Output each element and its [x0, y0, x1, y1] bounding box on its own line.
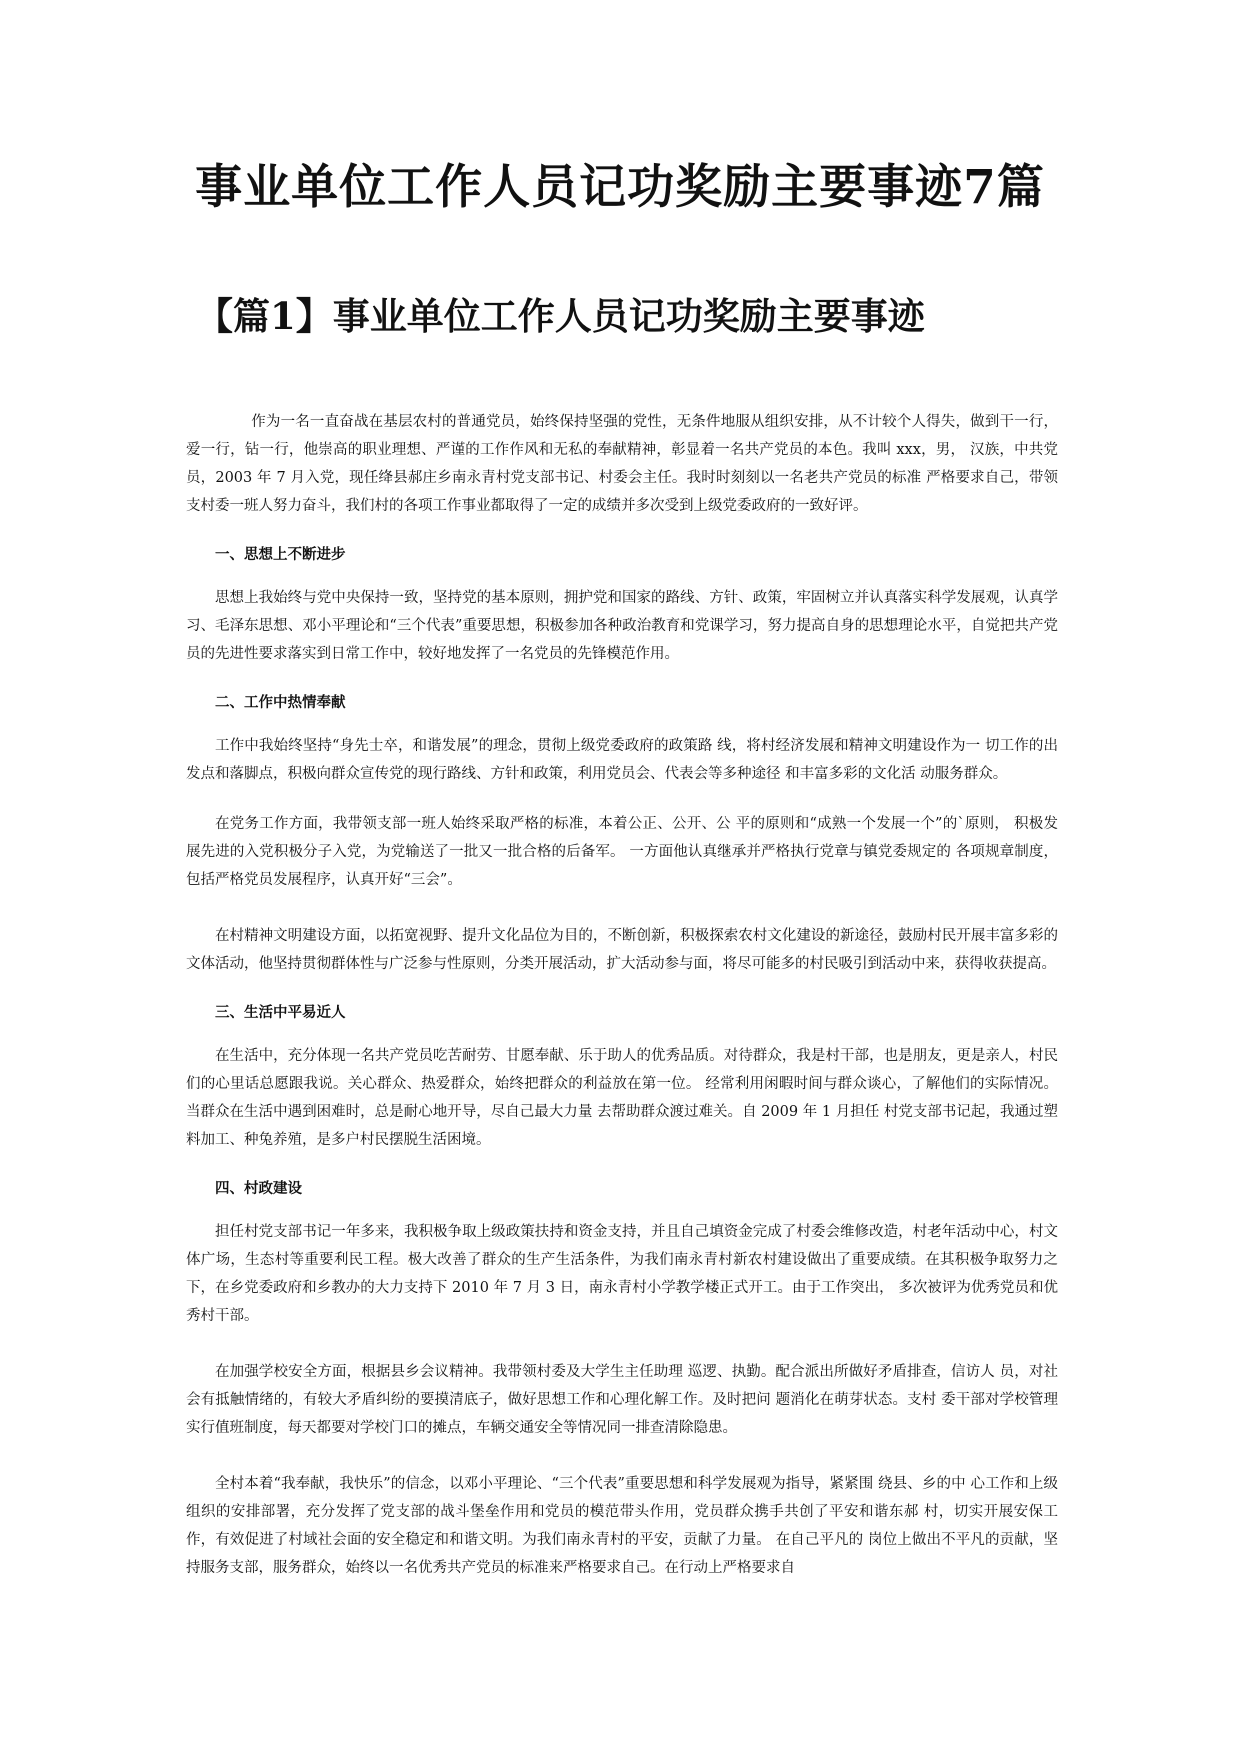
paragraph: 在党务工作方面，我带领支部一班人始终采取严格的标准，本着公正、公开、公 平的原则和“成熟一个发展一个”的`原则， 积极发展先进的入党积极分子入党，为党输送了一批又一批合格的后备军。 一方面他认真继承并严格执行党章与镇党委规定的 各项规章制度，包括严格党员发展程序，认真开好“三会”。 — [186, 816, 1058, 888]
heading-thought-progress: 一、思想上不断进步 — [215, 547, 346, 563]
document-title: 事业单位工作人员记功奖励主要事迹7篇 — [195, 160, 1045, 215]
paragraph: 思想上我始终与党中央保持一致，坚持党的基本原则，拥护党和国家的路线、方针、政策，牢固树立并认真落实科学发展观，认真学习、毛泽东思想、邓小平理论和“三个代表”重要思想，积极参加各种政治教育和党课学习，努力提高自身的思想理论水平，自觉把共产党员的先进性要求落实到日常工作中，较好地发挥了一名党员的先锋模范作用。 — [186, 590, 1058, 662]
paragraph: 全村本着“我奉献，我快乐”的信念，以邓小平理论、“三个代表”重要思想和科学发展观为指导，紧紧围 绕县、乡的中 心工作和上级组织的安排部署，充分发挥了党支部的战斗堡垒作用和党员的模范带头作用，党员群众携手共创了平安和谐东郝 村，切实开展安保工作，有效促进了村域社会面的安全稳定和和谐文明。为我们南永青村的平安，贡献了力量。 在自己平凡的 岗位上做出不平凡的贡献，坚持服务支部，服务群众，始终以一名优秀共产党员的标准来严格要求自己。在行动上严格要求自 — [186, 1476, 1058, 1576]
paragraph: 工作中我始终坚持“身先士卒，和谐发展”的理念，贯彻上级党委政府的政策路 线，将村经济发展和精神文明建设作为一 切工作的出发点和落脚点，积极向群众宣传党的现行路线、方针和政策，利用党员会、代表会等多种途径 和丰富多彩的文化活 动服务群众。 — [186, 738, 1058, 782]
paragraph: 在加强学校安全方面，根据县乡会议精神。我带领村委及大学生主任助理 巡逻、执勤。配合派出所做好矛盾排查，信访人 员，对社会有抵触情绪的，有较大矛盾纠纷的要摸清底子，做好思想工作和心理化解工作。及时把问 题消化在萌芽状态。支村 委干部对学校管理实行值班制度，每天都要对学校门口的摊点，车辆交通安全等情况同一排查清除隐患。 — [186, 1364, 1058, 1436]
intro-paragraph: 作为一名一直奋战在基层农村的普通党员，始终保持坚强的党性，无条件地服从组织安排，从不计较个人得失，做到干一行，爱一行，钻一行，他崇高的职业理想、严谨的工作作风和无私的奉献精神，彰显着一名共产党员的本色。我叫 xxx，男， 汉族，中共党员，2003 年 7 月入党，现任绛县郝庄乡南永青村党支部书记、村委会主任。我时时刻刻以一名老共产党员的标准 严格要求自己，带领支村委一班人努力奋斗，我们村的各项工作事业都取得了一定的成绩并多次受到上级党委政府的一致好评。 — [186, 414, 1058, 514]
document-body — [186, 408, 1058, 1610]
heading-village-construction: 四、村政建设 — [215, 1181, 302, 1197]
paragraph: 在村精神文明建设方面，以拓宽视野、提升文化品位为目的，不断创新，积极探索农村文化建设的新途径，鼓励村民开展丰富多彩的文体活动，他坚持贯彻群体性与广泛参与性原则，分类开展活动，扩大活动参与面，将尽可能多的村民吸引到活动中来，获得收获提高。 — [186, 928, 1058, 972]
heading-work-dedication: 二、工作中热情奉献 — [215, 695, 346, 711]
heading-approachable-life: 三、生活中平易近人 — [215, 1005, 346, 1021]
paragraph: 在生活中，充分体现一名共产党员吃苦耐劳、甘愿奉献、乐于助人的优秀品质。对待群众，我是村干部，也是朋友，更是亲人，村民们的心里话总愿跟我说。关心群众、热爱群众，始终把群众的利益放在第一位。 经常利用闲暇时间与群众谈心，了解他们的实际情况。当群众在生活中遇到困难时，总是耐心地开导，尽自己最大力量 去帮助群众渡过难关。自 2009 年 1 月担任 村党支部书记起，我通过塑料加工、种兔养殖，是多户村民摆脱生活困境。 — [186, 1048, 1058, 1148]
paragraph: 担任村党支部书记一年多来，我积极争取上级政策扶持和资金支持，并且自己填资金完成了村委会维修改造，村老年活动中心，村文体广场，生态村等重要利民工程。极大改善了群众的生产生活条件，为我们南永青村新农村建设做出了重要成绩。在其积极争取努力之下，在乡党委政府和乡教办的大力支持下 2010 年 7 月 3 日，南永青村小学教学楼正式开工。由于工作突出， 多次被评为优秀党员和优秀村干部。 — [186, 1224, 1058, 1324]
section-title: 【篇1】事业单位工作人员记功奖励主要事迹 — [196, 294, 925, 338]
